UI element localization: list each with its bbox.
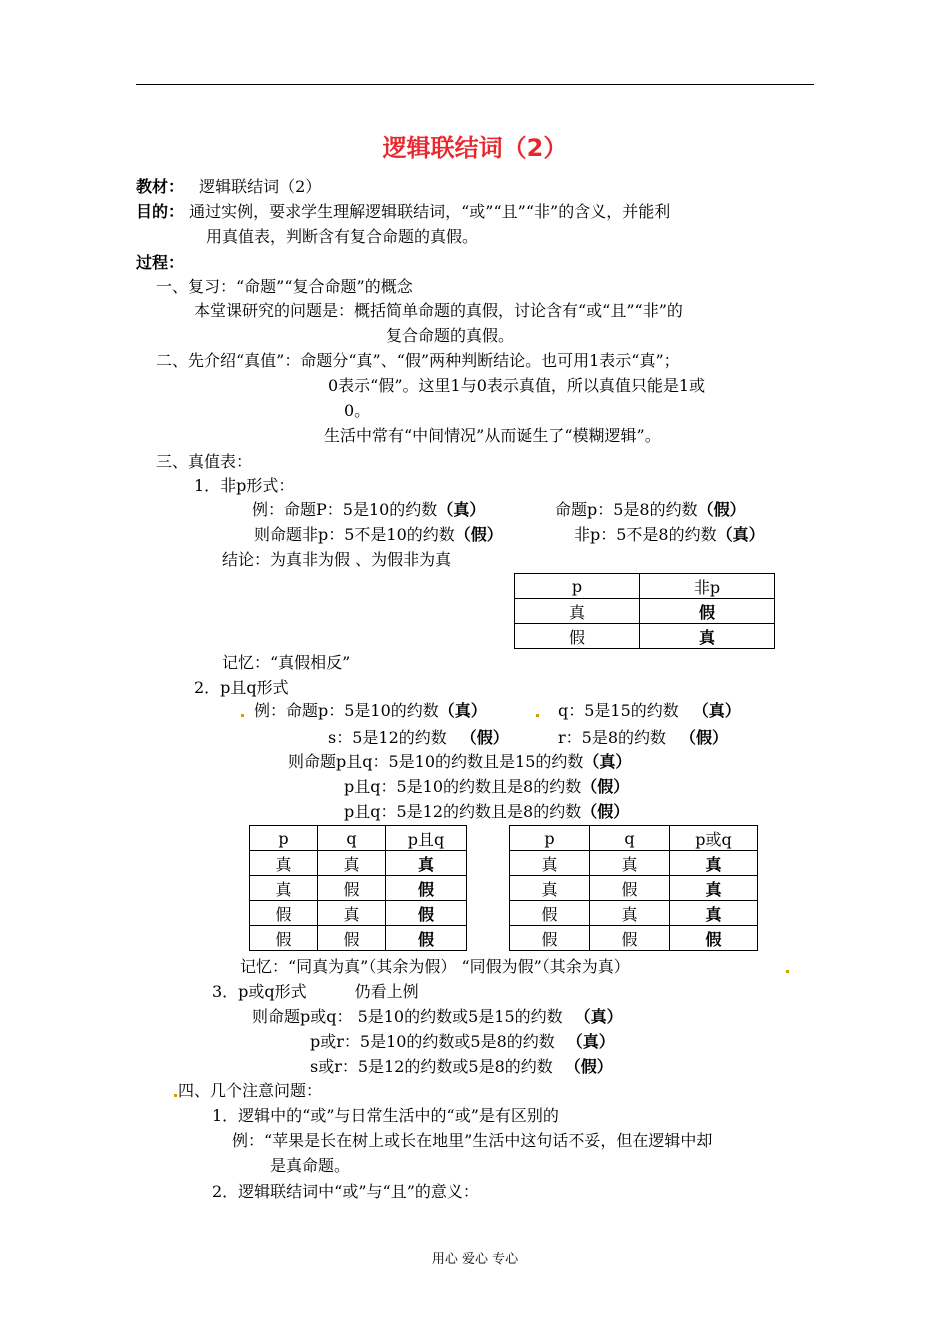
table-row [510,851,758,876]
and-example-2b-text: r：5是8的约数 [558,728,667,747]
section1-line1: 本堂课研究的问题是：概括简单命题的真假，讨论含有“或“且”“非”的 [194,301,683,320]
or-result-3-value: （假） [564,1057,613,1076]
yellow-marker [786,970,789,973]
not-truth-table [514,573,775,649]
table-row [515,624,775,649]
section2-line3: 0。 [344,401,371,420]
or-result-1 [252,1006,623,1028]
table-header: p或q [670,826,758,851]
table-header: p且q [386,826,467,851]
not-example-1b [555,499,746,521]
or-truth-table [509,825,758,951]
table-row [250,876,467,901]
table-header-row [515,574,775,599]
table-header: q [590,826,670,851]
and-result-3-value: （假） [581,802,630,821]
and-example-1b [558,700,741,722]
table-cell: 真 [510,876,590,901]
table-row [250,851,467,876]
table-cell: 真 [250,876,318,901]
table-header: p [515,574,640,599]
not-example-2a-value: （假） [454,525,503,544]
and-example-1a [254,700,487,722]
not-example-2a [254,524,503,546]
or-result-1-text: 则命题p或q： 5是10的约数或5是15的约数 [252,1007,563,1026]
and-heading: 2．p且q形式 [194,678,289,697]
table-cell: 真 [510,851,590,876]
and-example-2a-text: s：5是12的约数 [328,728,447,747]
table-cell: 真 [590,851,670,876]
not-example-1a-value: （真） [437,500,486,519]
not-example-2b-value: （真） [716,525,765,544]
not-conclusion: 结论：为真非为假 、为假非为真 [222,550,452,569]
and-example-1a-value: （真） [438,701,487,720]
table-cell: 假 [510,926,590,951]
not-memo: 记忆：“真假相反” [222,653,351,672]
yellow-marker [536,714,539,717]
or-result-2-value: （真） [566,1032,615,1051]
table-cell: 假 [640,599,775,624]
and-result-1 [288,751,631,773]
table-cell: 真 [318,901,386,926]
and-memo: 记忆：“同真为真”（其余为假） “同假为假”（其余为真） [240,957,630,976]
and-example-1b-text: q：5是15的约数 [558,701,679,720]
section2-line1: 二、先介绍“真值”：命题分“真”、“假”两种判断结论。也可用1表示“真”； [156,351,680,370]
table-cell: 真 [590,901,670,926]
and-result-2-text: p且q：5是10的约数且是8的约数 [344,777,582,796]
and-example-2b [558,727,728,749]
table-row [510,926,758,951]
and-example-1a-text: 例：命题p：5是10的约数 [254,701,439,720]
page-footer: 用心 爱心 专心 [431,1252,519,1267]
table-cell: 真 [318,851,386,876]
table-header-row [510,826,758,851]
not-example-1a-text: 例：命题P：5是10的约数 [252,500,438,519]
material-line [136,176,321,198]
table-header: p [250,826,318,851]
table-cell: 假 [515,624,640,649]
section3-heading: 三、真值表： [156,452,253,471]
table-cell: 假 [386,901,467,926]
or-result-1-value: （真） [574,1007,623,1026]
not-example-1b-value: （假） [697,500,746,519]
table-row [250,926,467,951]
section4-item2: 2．逻辑联结词中“或”与“且”的意义： [212,1182,479,1201]
purpose-text-1: 通过实例，要求学生理解逻辑联结词，“或”“且”“非”的含义，并能利 [189,202,671,221]
not-heading: 1．非p形式： [194,476,295,495]
table-cell: 真 [670,901,758,926]
table-cell: 假 [250,926,318,951]
or-note: 仍看上例 [354,982,419,1001]
section4-item1: 1．逻辑中的“或”与日常生活中的“或”是有区别的 [212,1106,559,1125]
table-cell: 假 [250,901,318,926]
table-cell: 真 [670,876,758,901]
and-example-1b-value: （真） [692,701,741,720]
table-header: q [318,826,386,851]
and-result-3 [344,801,629,823]
table-cell: 真 [515,599,640,624]
table-row [250,901,467,926]
and-example-2a [328,727,509,749]
section1-heading: 一、复习：“命题”“复合命题”的概念 [156,277,413,296]
table-cell: 假 [670,926,758,951]
not-example-2a-text: 则命题非p：5不是10的约数 [254,525,455,544]
section4-item1-example-1: 例：“苹果是长在树上或长在地里”生活中这句话不妥，但在逻辑中却 [232,1131,713,1150]
not-example-2b [574,524,765,546]
table-cell: 真 [386,851,467,876]
and-example-2a-value: （假） [460,728,509,747]
table-cell: 真 [670,851,758,876]
not-example-1b-text: 命题p：5是8的约数 [555,500,698,519]
and-truth-table [249,825,467,951]
table-cell: 假 [590,926,670,951]
table-cell: 假 [318,926,386,951]
section2-line2: 0表示“假”。这里1与0表示真值，所以真值只能是1或 [328,376,706,395]
material-text: 逻辑联结词（2） [199,177,322,196]
table-cell: 假 [386,876,467,901]
yellow-marker [174,1094,177,1097]
section1-line2: 复合命题的真假。 [386,326,515,345]
table-header-row [250,826,467,851]
table-cell: 假 [590,876,670,901]
table-cell: 真 [250,851,318,876]
not-example-2b-text: 非p：5不是8的约数 [574,525,717,544]
table-row [510,876,758,901]
process-label: 过程： [136,253,185,272]
section2-line4: 生活中常有“中间情况”从而诞生了“模糊逻辑”。 [324,426,661,445]
not-example-1a [252,499,485,521]
header-rule [136,84,814,85]
table-cell: 假 [510,901,590,926]
section4-item1-example-2: 是真命题。 [270,1156,351,1175]
table-cell: 假 [386,926,467,951]
page-title: 逻辑联结词（2） [382,134,568,162]
purpose-line-1 [136,201,670,223]
material-label: 教材： [136,177,185,196]
table-cell: 假 [318,876,386,901]
and-result-1-text: 则命题p且q：5是10的约数且是15的约数 [288,752,584,771]
or-result-2 [310,1031,615,1053]
purpose-text-2: 用真值表，判断含有复合命题的真假。 [206,227,479,246]
or-heading: 3．p或q形式 [212,982,307,1001]
and-example-2b-value: （假） [680,728,729,747]
or-result-3-text: s或r：5是12的约数或5是8的约数 [310,1057,553,1076]
and-result-2 [344,776,629,798]
or-result-2-text: p或r：5是10的约数或5是8的约数 [310,1032,555,1051]
or-result-3 [310,1056,613,1078]
yellow-marker [241,714,244,717]
purpose-label: 目的： [136,202,185,221]
and-result-2-value: （假） [581,777,630,796]
table-cell: 真 [640,624,775,649]
table-row [510,901,758,926]
table-header: p [510,826,590,851]
table-row [515,599,775,624]
and-result-3-text: p且q：5是12的约数且是8的约数 [344,802,582,821]
section4-heading: 四、几个注意问题： [178,1081,323,1100]
or-heading-line [212,981,419,1003]
and-result-1-value: （真） [583,752,632,771]
table-header: 非p [640,574,775,599]
